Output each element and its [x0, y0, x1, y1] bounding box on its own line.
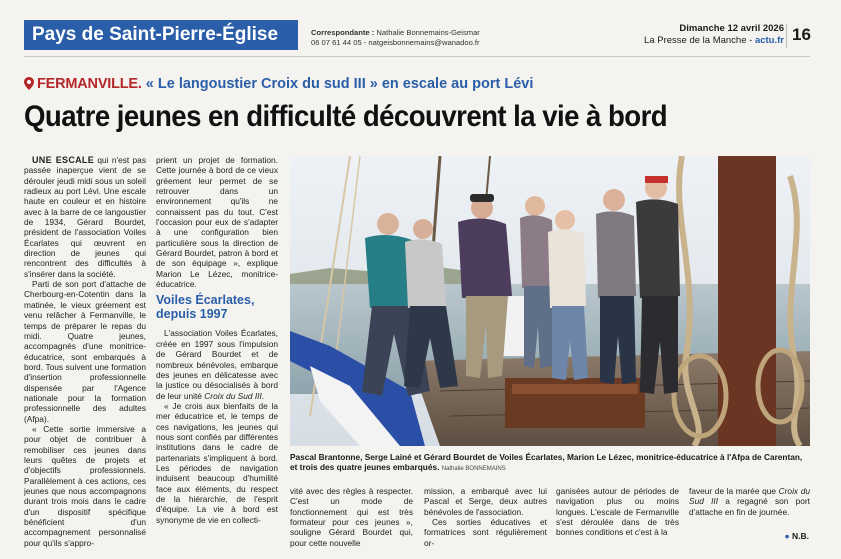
vessel-name: Croix du Sud III	[689, 486, 810, 507]
article-column-2	[156, 155, 278, 553]
article-column-6	[689, 486, 810, 556]
photo-caption	[290, 452, 810, 474]
paragraph: ganisées autour de périodes de navigation plus ou moins longues. L'escale de Fermanville s'est déroulée dans de très bonnes conditions et c'est à la	[556, 486, 679, 538]
article-photo	[290, 156, 810, 446]
paragraph-text: faveur de la marée que	[689, 486, 776, 496]
paragraph-text: L'association Voiles Écarlates, créée en 1997 sous l'impulsion de Gérard Bourdet et de nombreux bénévoles, embarque des jeunes en délicatesse avec la justice ou désocialisés à bord de leur unité	[156, 328, 278, 401]
signature-text: N.B.	[792, 531, 809, 541]
paragraph: « Cette sortie immersive a pour objet de contribuer à remobiliser ces jeunes dans leurs quêtes de projets et d'objectifs professionnels. Parallèlement à ces actions, ces jeunes que nous accompagnons durant trois mois dans le cadre d'un dispositif spécifique bénéficient d'un accompagnement personnalisé pour qu'ils s'appro-	[24, 423, 146, 548]
issue-date: Dimanche 12 avril 2026	[679, 23, 784, 34]
site-name: actu.fr	[754, 35, 784, 46]
paper-name	[644, 35, 784, 47]
subhead: Voiles Écarlates, depuis 1997	[156, 293, 255, 321]
boat-crew-photo	[290, 156, 810, 446]
photo-credit: Nathalie BONNEMAINS	[441, 466, 506, 472]
paragraph: « Je crois aux bienfaits de la mer éducatrice et, le temps de ces navigations, les jeunes qui nous sont confiés par différentes institutions dans le cadre de partenariats s'impliquent à bord. Les périodes de navigation induisent beaucoup d'humilité face aux éléments, du respect de la hiérarchie, de l'esprit d'équipe. La vie à bord est synonyme de vie en collecti-	[156, 400, 278, 525]
lead-caps: UNE ESCALE	[32, 155, 95, 165]
paragraph-end: .	[261, 390, 265, 401]
correspondent-info	[311, 28, 480, 48]
header-rule	[24, 56, 810, 57]
correspondent-name: Nathalie Bonnemains-Geismar	[376, 28, 480, 37]
person	[596, 189, 636, 384]
paragraph: Ces sorties éducatives et formatrices sont régulièrement or-	[424, 517, 547, 548]
article-column-3	[290, 486, 413, 556]
kicker	[24, 76, 533, 94]
headline: Quatre jeunes en difficulté découvrent la vie à bord	[24, 100, 668, 133]
signature-bullet-icon: ●	[784, 531, 790, 541]
article-column-1	[24, 155, 146, 551]
kicker-subtitle: « Le langoustier Croix du sud III » en escale au port Lévi	[145, 76, 534, 92]
article-column-5	[556, 486, 679, 556]
paragraph	[689, 486, 810, 517]
person	[548, 210, 588, 380]
correspondent-contact: 06 07 61 44 05 - natgeisbonnemains@wanadoo.fr	[311, 38, 480, 47]
vessel-name: Croix du Sud III	[204, 390, 262, 401]
paragraph: mission, a embarqué avec lui Pascal et Serge, deux autres bénévoles de l'association.	[424, 486, 547, 517]
location-pin-icon	[24, 77, 34, 94]
paragraph: vité avec des règles à respecter. C'est un mode de fonctionnement qui est très formateur pour ces jeunes », souligne Gérard Bourdet qui, pour cette nouvelle	[290, 486, 413, 548]
date-block	[644, 23, 784, 47]
kicker-location: FERMANVILLE.	[37, 76, 142, 92]
article-column-4	[424, 486, 547, 556]
caption-text: Pascal Brantonne, Serge Lainé et Gérard Bourdet de Voiles Écarlates, Marion Le Lézec, monitrice-éducatrice à l'Afpa de Carentan, et trois des quatre jeunes embarqués.	[290, 452, 803, 472]
paragraph-text: a regagné son port d'attache en fin de journée.	[689, 496, 810, 517]
section-title: Pays de Saint-Pierre-Église	[24, 20, 298, 50]
paragraph	[156, 328, 278, 400]
paragraph	[24, 155, 146, 279]
paragraph-text: qui n'est pas passée inaperçue vient de se dérouler jeudi midi sous un soleil radieux au port Lévi. Une escale haute en couleur et en histoire avec à la barre de ce langoustier de 1934, Gérard Bourdet, président de l'association Voiles Écarlates qui œuvrent en direction de jeunes qui rencontrent des difficultés à s'insérer dans la société.	[24, 155, 146, 279]
correspondent-label: Correspondante :	[311, 28, 375, 37]
author-signature	[784, 531, 809, 541]
header-separator	[786, 24, 787, 48]
page-number: 16	[792, 25, 811, 44]
paper-title: La Presse de la Manche -	[644, 35, 753, 46]
paragraph: prient un projet de formation. Cette journée à bord de ce vieux gréement leur permet de se retrouver dans un environnement qu'ils ne connaissent pas du tout. C'est l'occasion pour eux de s'adapter à une configuration bien particulière sous la direction de Gérard Bourdet, patron à bord et de son équipage », explique Marion Le Lézec, monitrice-éducatrice.	[156, 155, 278, 290]
paragraph: Parti de son port d'attache de Cherbourg-en-Cotentin dans la matinée, le vieux gréement est venu relâcher à Fermanville, le temps de préparer le repas du midi. Quatre jeunes, accompagnés d'une monitrice-éducatrice, sont embarqués à bord. Tous suivent une formation d'insertion professionnelle dispensée par l'Agence nationale pour la formation professionnelle des adultes (Afpa).	[24, 279, 146, 424]
